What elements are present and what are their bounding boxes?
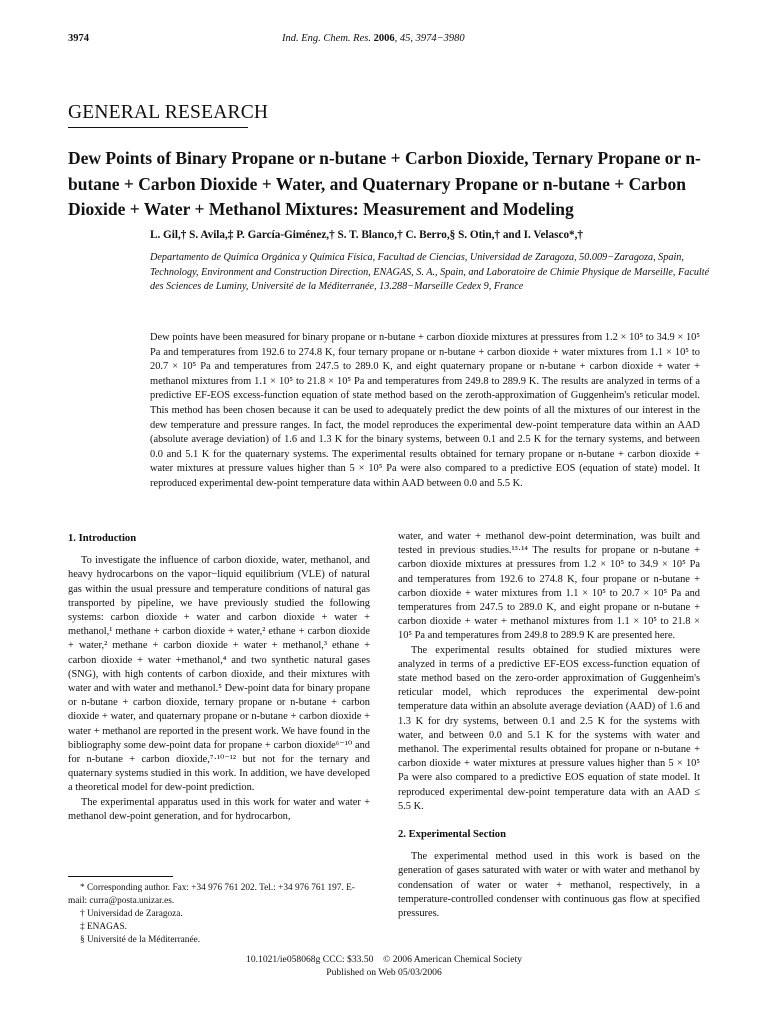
footnote-dagger: † Universidad de Zaragoza.: [80, 909, 183, 919]
intro-heading: 1. Introduction: [68, 533, 137, 544]
footnote-corresponding: * Corresponding author. Fax: +34 976 761 202. Tel.: +34 976 761 197. E-mail: curra@posta.unizar.es.: [68, 883, 355, 906]
left-column: [68, 530, 370, 824]
experimental-paragraph-1: The experimental method used in this work is based on the generation of gases saturated with water or with water and methanol by condensation of water or water + methanol, respectively, in a temperature-controlled condenser with continuous gas flow at specified pressures.: [398, 851, 700, 920]
footnote-rule: [68, 876, 173, 877]
right-paragraph-2: The experimental results obtained for studied mixtures were analyzed in terms of a predictive EF-EOS excess-function equation of state method based on the zero-order approximation of Guggenheim's reticular model, which reproduces the experimental dew-point temperature data within an absolute average deviation (AAD) of 1.6 and 1.3 K for dry systems, between 0.1 and 2.5 K for the systems with water, and between 0.0 and 5.1 K for the systems with water and methanol. The experimental results obtained for propane or n-butane + carbon dioxide + water mixtures at pressure values higher than 5 × 10⁵ Pa were also compared to a predictive EOS equation of state model. It reproduced experimental dew-point temperature data with an AAD ≤ 5.5 K.: [398, 644, 700, 812]
section-label: GENERAL RESEARCH: [68, 102, 269, 123]
abstract: Dew points have been measured for binary propane or n-butane + carbon dioxide mixtures at pressures from 1.2 × 10⁵ to 34.9 × 10⁵ Pa and temperatures from 192.6 to 274.8 K, four ternary propane or n-butane + carbon dioxide + water mixtures from 1.1 × 10⁵ to 20.7 × 10⁵ Pa and temperatures from 247.5 to 289.0 K, and eight quaternary propane or n-butane + carbon dioxide + water + methanol mixtures from 1.1 × 10⁵ to 21.8 × 10⁵ Pa and temperatures from 249.8 to 289.9 K. The results are analyzed in terms of a predictive EF-EOS excess-function equation of state method based on the zeroth-approximation of Guggenheim's reticular model. This method has been chosen because it can be used to adequately predict the dew points of all the mixtures of our interest in the dew temperature and pressure ranges. In fact, the model reproduces the experimental dew-point temperature data within an AAD (absolute average deviation) of 1.6 and 1.3 K for the binary systems, between 0.1 and 2.5 K for the ternary systems, and between 0.0 and 5.1 K for the quaternary systems. The experimental results obtained for ternary propane or n-butane + carbon dioxide + water mixtures at pressure values higher than 5 × 10⁵ Pa were also compared to a predictive EOS (equation of state) model. It reproduced experimental dew-point temperature data within AAD between 0.0 and 5.5 K.: [150, 332, 700, 489]
intro-paragraph-1: To investigate the influence of carbon dioxide, water, methanol, and heavy hydrocarbons on the vapor−liquid equilibrium (VLE) of natural gas within the usual pressure and temperature conditions of natural gas transported by pipeline, we have previously studied the following systems: carbon dioxide + water and carbon dioxide + water + methanol,¹ methane + carbon dioxide + water,² ethane + carbon dioxide + water,² methane + carbon dioxide + water + methanol,³ ethane + carbon dioxide + water +methanol,⁴ and two synthetic natural gases (SNG), with high contents of carbon dioxide, and their mixtures with water and with water and methanol.⁵ Dew-point data for binary propane or n-butane + carbon dioxide, ternary propane or n-butane + carbon dioxide + water, and quaternary propane or n-butane + carbon dioxide + water + methanol are reported in the present work. We have found in the bibliography some dew-point data for propane + carbon dioxide⁶⁻¹⁰ and for n-butane + carbon dioxide,⁷·¹⁰⁻¹² but not for the ternary and quaternary systems studied in this work. In addition, we have developed a theoretical model for dew-point prediction.: [68, 555, 370, 794]
footnote-ddagger: ‡ ENAGAS.: [80, 922, 128, 932]
page-number: 3974: [68, 33, 89, 44]
journal-name: Ind. Eng. Chem. Res.: [282, 33, 371, 44]
footer-doi-copyright: 10.1021/ie058068g CCC: $33.50 © 2006 American Chemical Society: [246, 954, 522, 965]
journal-volume-pages: , 45, 3974−3980: [394, 33, 465, 44]
paper-title: Dew Points of Binary Propane or n-butane + Carbon Dioxide, Ternary Propane or n-butane + Carbon Dioxide + Water, and Quaternary Propane or n-butane + Carbon Dioxide + Water + Methanol Mixtures: Measurement and Modeling: [68, 148, 701, 219]
experimental-heading: 2. Experimental Section: [398, 829, 506, 841]
section-rule: [68, 127, 248, 128]
journal-reference: [282, 33, 465, 44]
affiliations: Departamento de Química Orgánica y Química Física, Facultad de Ciencias, Universidad de Zaragoza, 50.009−Zaragoza, Spain, Technology, Environment and Construction Direction, ENAGAS, S. A., Spain, and Laboratoire de Chimie Physique de Marseille, Faculté des Sciences de Luminy, Université de la Méditerranée, 13.288−Marseille Cedex 9, France: [150, 252, 710, 293]
author-list: L. Gil,† S. Avila,‡ P. García-Giménez,† S. T. Blanco,† C. Berro,§ S. Otin,† and I. Velasco*,†: [150, 229, 584, 241]
footnote-section: § Université de la Méditerranée.: [80, 935, 201, 945]
intro-paragraph-2: The experimental apparatus used in this work for water and water + methanol dew-point generation, and for hydrocarbon,: [68, 796, 370, 822]
journal-year: 2006: [373, 33, 395, 44]
right-paragraph-1: water, and water + methanol dew-point determination, was built and tested in previous studies.¹³·¹⁴ The results for propane or n-butane + carbon dioxide mixtures at pressures from 1.2 × 10⁵ to 34.9 × 10⁵ Pa and temperatures from 192.6 to 274.8 K, four propane or n-butane + carbon dioxide + water mixtures from 1.1 × 10⁵ to 20.7 × 10⁵ Pa and temperatures from 247.5 to 289.0 K, and eight propane or n-butane + carbon dioxide + water + methanol mixtures from 1.1 × 10⁵ to 21.8 × 10⁵ Pa and temperatures from 249.8 to 289.9 K are presented here.: [398, 531, 700, 642]
right-column: [398, 530, 700, 921]
footnotes: [68, 882, 370, 947]
page-footer: [0, 954, 768, 979]
footer-published: Published on Web 05/03/2006: [326, 966, 442, 978]
